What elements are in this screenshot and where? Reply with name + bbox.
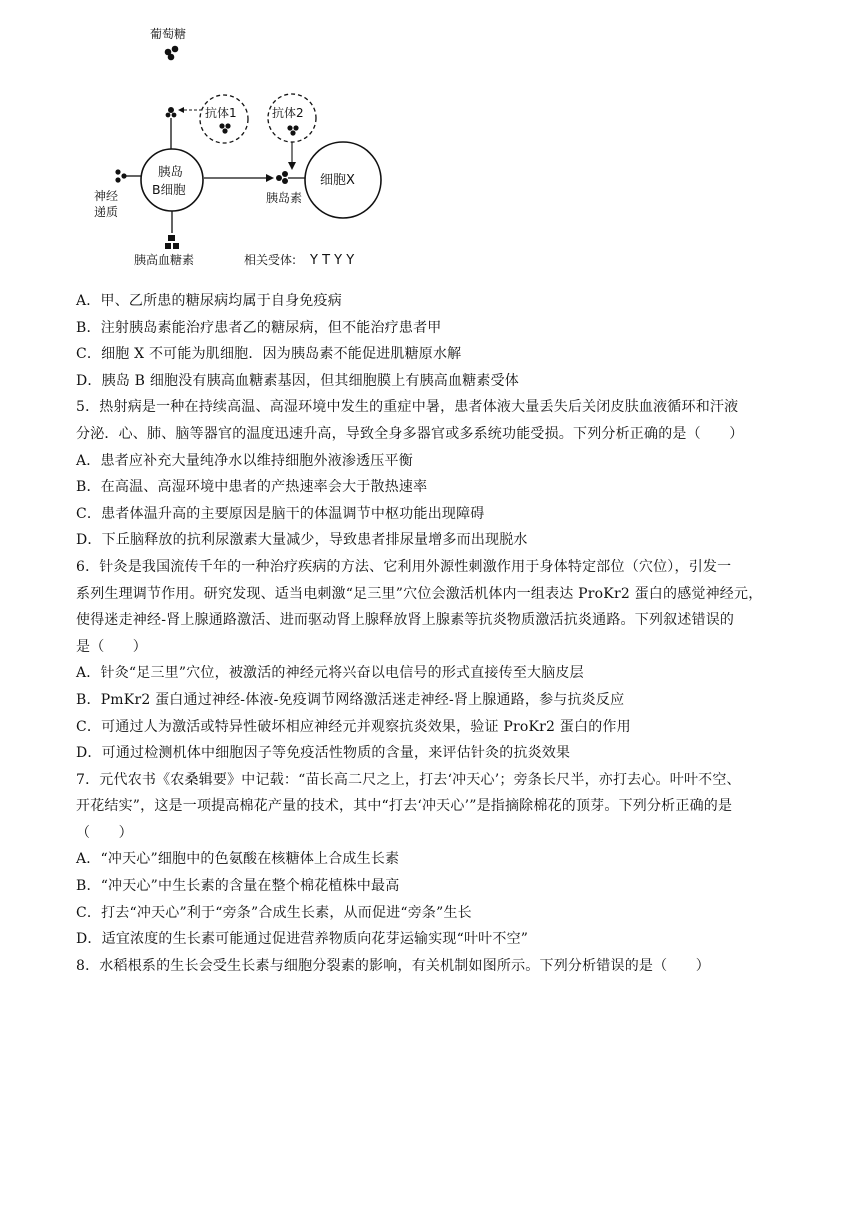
insulin-regulation-diagram — [78, 18, 388, 272]
text-line: A．针灸“足三里”穴位，被激活的神经元将兴奋以电信号的形式直接传至大脑皮层 — [76, 665, 584, 682]
text-line: 使得迷走神经-肾上腺通路激活、进而驱动肾上腺释放肾上腺素等抗炎物质激活抗炎通路。下列叙述错误的 — [76, 612, 735, 629]
text-line: 系列生理调节作用。研究发现、适当电刺激“足三里”穴位会激活机体内一组表达 ProKr2 蛋白的感觉神经元， — [76, 585, 763, 602]
text-line: C．细胞 X 不可能为肌细胞．因为胰岛素不能促进肌糖原水解 — [76, 346, 462, 363]
antibody1-label: 抗体1 — [205, 106, 237, 120]
receptors-label: 相关受体: — [244, 253, 297, 267]
glucose-label: 葡萄糖 — [150, 27, 187, 41]
neurotransmitter-label-2: 递质 — [94, 205, 119, 219]
islet-b-cell-label-2: B细胞 — [152, 182, 186, 197]
text-line: B．“冲天心”中生长素的含量在整个棉花植株中最高 — [76, 878, 400, 895]
text-line: 5．热射病是一种在持续高温、高湿环境中发生的重症中暑，患者体液大量丢失后关闭皮肤血液循环和汗液 — [76, 399, 739, 416]
text-line: B．在高温、高湿环境中患者的产热速率会大于散热速率 — [76, 479, 428, 496]
text-line: B．PmKr2 蛋白通过神经-体液-免疫调节网络激活迷走神经-肾上腺通路，参与抗炎反应 — [76, 691, 625, 708]
text-line: （ ） — [76, 824, 133, 841]
text-line: D．胰岛 B 细胞没有胰高血糖素基因，但其细胞膜上有胰高血糖素受体 — [76, 372, 520, 389]
text-line: C．打去“冲天心”利于“旁条”合成生长素，从而促进“旁条”生长 — [76, 904, 472, 921]
text-line: 7．元代农书《农桑辑要》中记载：“苗长高二尺之上，打去‘冲天心’；旁条长尺半，亦打去心。叶叶不空、 — [76, 771, 741, 788]
islet-b-cell — [141, 149, 203, 211]
text-line: D．适宜浓度的生长素可能通过促进营养物质向花芽运输实现“叶叶不空” — [76, 931, 529, 948]
insulin-molecule-icon — [276, 171, 288, 184]
cell-x-label: 细胞X — [320, 173, 355, 188]
antibody2-icon — [287, 125, 298, 135]
neurotransmitter-icon — [115, 169, 126, 182]
neurotransmitter-label-1: 神经 — [94, 189, 119, 203]
question-text — [76, 288, 836, 979]
text-line: C．可通过人为激活或特异性破坏相应神经元并观察抗炎效果，验证 ProKr2 蛋白的作用 — [76, 718, 631, 735]
glucagon-molecule-icon — [165, 235, 179, 249]
antibody2-label: 抗体2 — [272, 106, 304, 120]
text-line: D．可通过检测机体中细胞因子等免疫活性物质的含量，来评估针灸的抗炎效果 — [76, 745, 571, 762]
text-line: A．甲、乙所患的糖尿病均属于自身免疫病 — [76, 293, 342, 309]
glucose-receptor-icon — [166, 107, 177, 117]
receptor-symbols: Y T Y Y — [310, 253, 355, 268]
text-line: 6．针灸是我国流传千年的一种治疗疾病的方法、它利用外源性刺激作用于身体特定部位（穴位），引发一 — [76, 558, 732, 575]
glucagon-label: 胰高血糖素 — [134, 253, 195, 267]
text-line: 开花结实”，这是一项提高棉花产量的技术，其中“打去‘冲天心’”是指摘除棉花的顶芽。下列分析正确的是 — [76, 798, 733, 815]
text-line: B．注射胰岛素能治疗患者乙的糖尿病，但不能治疗患者甲 — [76, 319, 442, 336]
text-line: 8．水稻根系的生长会受生长素与细胞分裂素的影响，有关机制如图所示。下列分析错误的是（ ） — [76, 957, 710, 974]
text-line: A．患者应补充大量纯净水以维持细胞外液渗透压平衡 — [76, 452, 413, 469]
text-line: 是（ ） — [76, 638, 147, 655]
text-line: 分泌．心、肺、脑等器官的温度迅速升高，导致全身多器官或多系统功能受损。下列分析正确的是（ ） — [76, 425, 744, 442]
text-line: A．“冲天心”细胞中的色氨酸在核糖体上合成生长素 — [76, 851, 400, 868]
text-line: C．患者体温升高的主要原因是脑干的体温调节中枢功能出现障碍 — [76, 505, 485, 522]
antibody1-icon — [219, 123, 230, 133]
text-line: D．下丘脑释放的抗利尿激素大量减少，导致患者排尿量增多而出现脱水 — [76, 532, 528, 549]
insulin-label: 胰岛素 — [266, 191, 303, 205]
islet-b-cell-label-1: 胰岛 — [158, 164, 184, 179]
glucose-molecule-icon — [165, 46, 179, 61]
